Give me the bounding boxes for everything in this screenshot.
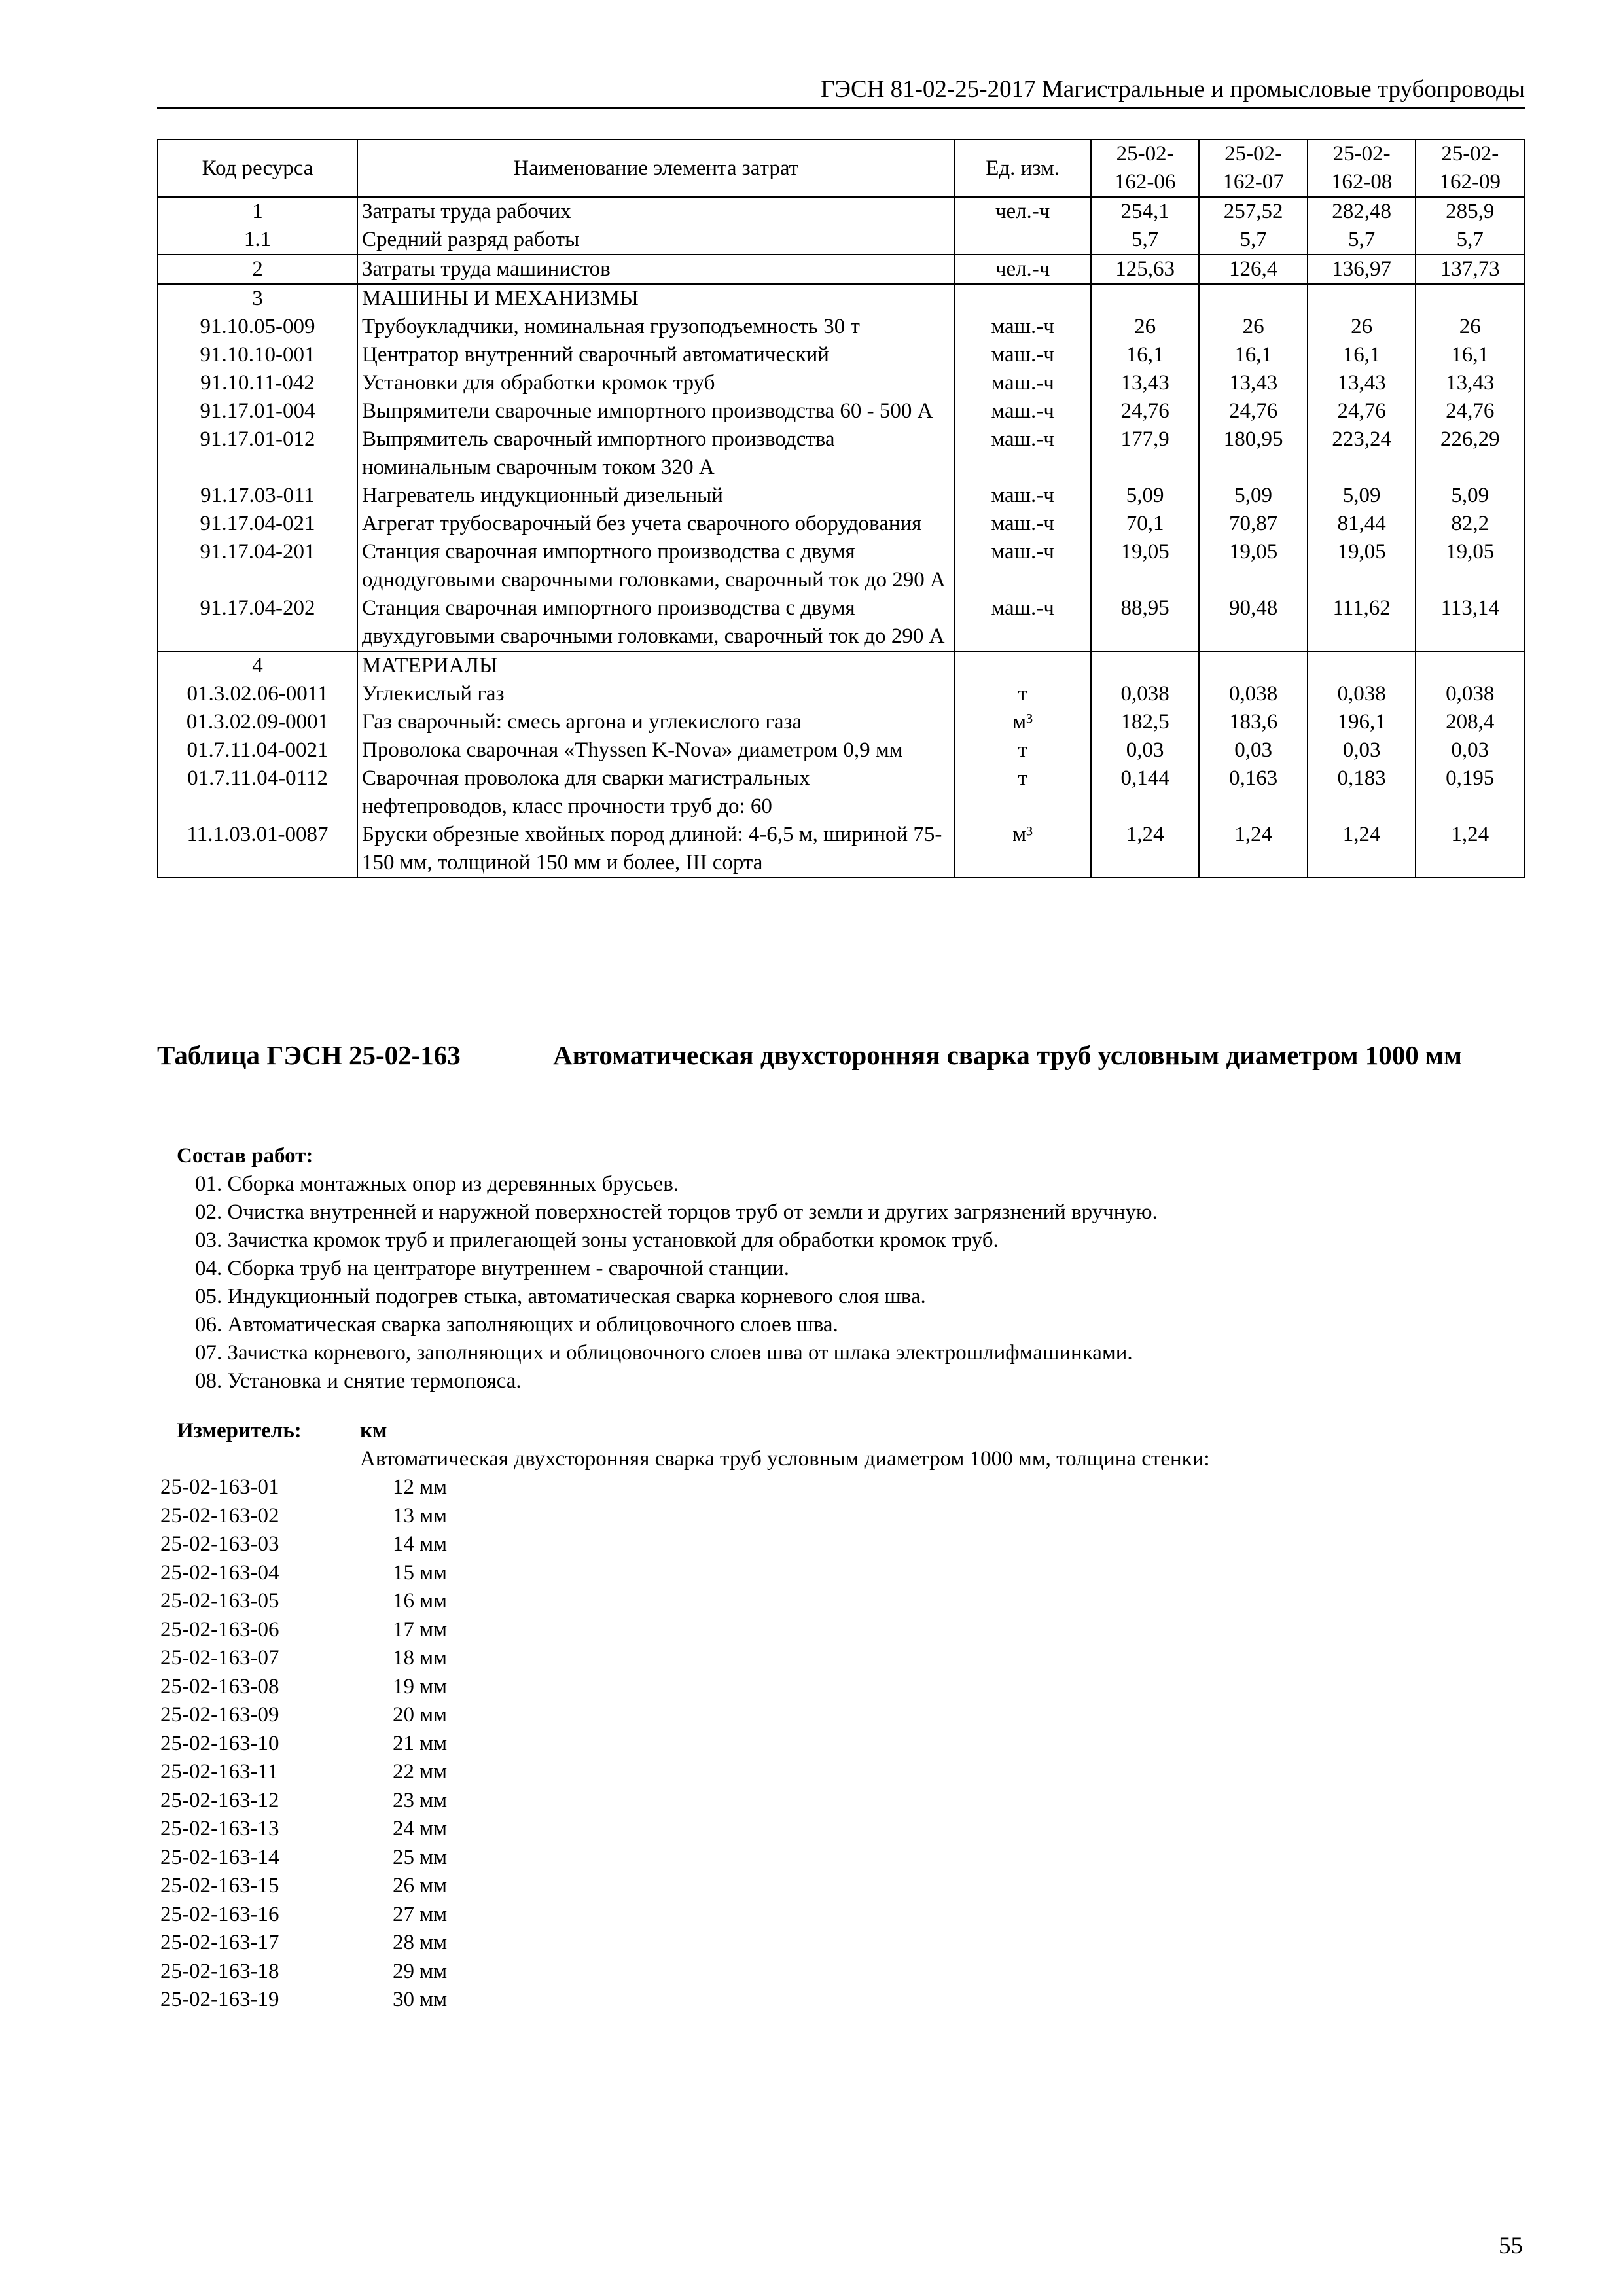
cell-value: 19,05	[1308, 538, 1416, 594]
cell-value: 0,03	[1308, 736, 1416, 764]
table-row	[158, 255, 1524, 284]
cell-value: 0,183	[1308, 764, 1416, 821]
header-col-1: 25-02- 162-06	[1091, 139, 1200, 197]
code-item-code: 25-02-163-08	[160, 1674, 279, 1698]
works-item: 07. Зачистка корневого, заполняющих и облицовочного слоев шва от шлака электрошлифмашинками.	[195, 1341, 1133, 1365]
cell-unit	[954, 651, 1090, 680]
cell-value	[1416, 284, 1524, 313]
cell-value: 24,76	[1308, 397, 1416, 425]
cell-value: 5,7	[1416, 226, 1524, 255]
table-number: Таблица ГЭСН 25-02-163	[157, 1040, 461, 1070]
cell-value: 26	[1416, 313, 1524, 341]
cell-value: 16,1	[1308, 341, 1416, 369]
cell-name: Трубоукладчики, номинальная грузоподъемность 30 т	[357, 313, 954, 341]
code-item-code: 25-02-163-05	[160, 1589, 279, 1613]
table-header-row	[158, 139, 1524, 197]
cell-name: МАТЕРИАЛЫ	[357, 651, 954, 680]
code-item-thickness: 17 мм	[393, 1617, 448, 1641]
table-row	[158, 425, 1524, 482]
cell-value: 111,62	[1308, 594, 1416, 651]
cell-value: 24,76	[1199, 397, 1308, 425]
cell-value: 223,24	[1308, 425, 1416, 482]
cell-value: 0,038	[1308, 680, 1416, 708]
cell-value: 0,038	[1091, 680, 1200, 708]
cell-unit: чел.-ч	[954, 197, 1090, 226]
cell-name: Средний разряд работы	[357, 226, 954, 255]
cell-value: 26	[1308, 313, 1416, 341]
code-item-thickness: 30 мм	[393, 1988, 448, 2011]
cell-code: 91.10.05-009	[158, 313, 357, 341]
measure-unit: км	[360, 1419, 387, 1443]
table-row	[158, 284, 1524, 313]
code-item-code: 25-02-163-09	[160, 1703, 279, 1727]
cell-value: 136,97	[1308, 255, 1416, 284]
table-row	[158, 197, 1524, 226]
works-item: 03. Зачистка кромок труб и прилегающей зоны установкой для обработки кромок труб.	[195, 1229, 999, 1252]
cell-name: Установки для обработки кромок труб	[357, 369, 954, 397]
header-unit: Ед. изм.	[954, 139, 1090, 197]
cell-value: 126,4	[1199, 255, 1308, 284]
cell-value: 226,29	[1416, 425, 1524, 482]
cell-code: 1.1	[158, 226, 357, 255]
cell-value: 182,5	[1091, 708, 1200, 736]
cell-value: 196,1	[1308, 708, 1416, 736]
works-list	[177, 1170, 1158, 1395]
code-item-code: 25-02-163-06	[160, 1617, 279, 1641]
table-row	[158, 764, 1524, 821]
code-item-thickness: 14 мм	[393, 1532, 448, 1556]
table-caption: Автоматическая двухсторонняя сварка труб условным диаметром 1000 мм	[553, 1040, 1462, 1070]
cell-name: Выпрямители сварочные импортного производства 60 - 500 А	[357, 397, 954, 425]
cell-value: 5,09	[1091, 482, 1200, 510]
cell-name: Выпрямитель сварочный импортного производства номинальным сварочным током 320 А	[357, 425, 954, 482]
table-row	[158, 510, 1524, 538]
page-number: 55	[1499, 2233, 1523, 2259]
cell-unit: маш.-ч	[954, 538, 1090, 594]
cell-value: 1,24	[1416, 821, 1524, 878]
code-item-code: 25-02-163-14	[160, 1845, 279, 1869]
cell-code: 01.3.02.06-0011	[158, 680, 357, 708]
cell-value: 24,76	[1091, 397, 1200, 425]
code-item-thickness: 28 мм	[393, 1931, 448, 1954]
code-item-code: 25-02-163-18	[160, 1959, 279, 1983]
cell-value: 16,1	[1091, 341, 1200, 369]
cell-value: 16,1	[1199, 341, 1308, 369]
code-item-thickness: 29 мм	[393, 1959, 448, 1983]
cell-value	[1199, 651, 1308, 680]
measure-label: Измеритель:	[177, 1419, 302, 1443]
cell-name: Станция сварочная импортного производства с двумя двухдуговыми сварочными головками, сварочный ток до 290 А	[357, 594, 954, 651]
table-row	[158, 821, 1524, 878]
cell-unit: т	[954, 680, 1090, 708]
cell-value: 13,43	[1199, 369, 1308, 397]
cell-unit: маш.-ч	[954, 397, 1090, 425]
code-item-thickness: 22 мм	[393, 1760, 448, 1784]
cell-value: 257,52	[1199, 197, 1308, 226]
code-item-thickness: 12 мм	[393, 1475, 448, 1499]
cell-unit: маш.-ч	[954, 594, 1090, 651]
cell-code: 11.1.03.01-0087	[158, 821, 357, 878]
table-row	[158, 538, 1524, 594]
cell-value: 5,7	[1199, 226, 1308, 255]
cell-value	[1308, 651, 1416, 680]
works-item: 06. Автоматическая сварка заполняющих и облицовочного слоев шва.	[195, 1313, 838, 1336]
code-item-code: 25-02-163-11	[160, 1760, 279, 1784]
code-item-code: 25-02-163-02	[160, 1503, 279, 1528]
works-item: 02. Очистка внутренней и наружной поверхностей торцов труб от земли и других загрязнений вручную.	[195, 1200, 1158, 1224]
cell-code: 01.7.11.04-0112	[158, 764, 357, 821]
code-item-code: 25-02-163-13	[160, 1817, 279, 1840]
cell-value: 177,9	[1091, 425, 1200, 482]
cell-code: 91.17.03-011	[158, 482, 357, 510]
cell-name: Бруски обрезные хвойных пород длиной: 4-6,5 м, шириной 75-150 мм, толщиной 150 мм и более, III сорта	[357, 821, 954, 878]
cell-value: 19,05	[1199, 538, 1308, 594]
cell-name: Затраты труда рабочих	[357, 197, 954, 226]
cell-value: 1,24	[1091, 821, 1200, 878]
cell-value: 5,09	[1308, 482, 1416, 510]
code-item-thickness: 24 мм	[393, 1817, 448, 1840]
cell-name: Газ сварочный: смесь аргона и углекислого газа	[357, 708, 954, 736]
cell-value: 0,163	[1199, 764, 1308, 821]
cell-unit: маш.-ч	[954, 313, 1090, 341]
page-header-title: ГЭСН 81-02-25-2017 Магистральные и промысловые трубопроводы	[821, 76, 1525, 103]
cell-code: 2	[158, 255, 357, 284]
works-item: 04. Сборка труб на центраторе внутреннем - сварочной станции.	[195, 1257, 789, 1280]
measure-description: Автоматическая двухсторонняя сварка труб условным диаметром 1000 мм, толщина стенки:	[360, 1447, 1210, 1471]
cell-code: 91.10.10-001	[158, 341, 357, 369]
cell-value: 5,7	[1091, 226, 1200, 255]
cell-value: 0,144	[1091, 764, 1200, 821]
cell-unit: маш.-ч	[954, 482, 1090, 510]
table-row	[158, 341, 1524, 369]
code-item-thickness: 20 мм	[393, 1703, 448, 1727]
code-item-thickness: 21 мм	[393, 1731, 448, 1755]
cell-value: 82,2	[1416, 510, 1524, 538]
cell-value: 254,1	[1091, 197, 1200, 226]
cell-value: 5,7	[1308, 226, 1416, 255]
code-item-code: 25-02-163-10	[160, 1731, 279, 1755]
cell-value: 13,43	[1091, 369, 1200, 397]
cell-value: 282,48	[1308, 197, 1416, 226]
cell-value: 0,038	[1416, 680, 1524, 708]
cell-name: Проволока сварочная «Thyssen K-Nova» диаметром 0,9 мм	[357, 736, 954, 764]
cell-value	[1091, 651, 1200, 680]
table-row	[158, 736, 1524, 764]
cell-name: Углекислый газ	[357, 680, 954, 708]
cell-value: 285,9	[1416, 197, 1524, 226]
cell-code: 91.17.04-021	[158, 510, 357, 538]
cell-value: 90,48	[1199, 594, 1308, 651]
cell-unit: м³	[954, 708, 1090, 736]
cell-value: 183,6	[1199, 708, 1308, 736]
resource-table	[157, 139, 1525, 878]
cell-value: 208,4	[1416, 708, 1524, 736]
cell-value: 0,03	[1416, 736, 1524, 764]
cell-name: Станция сварочная импортного производства с двумя однодуговыми сварочными головками, сварочный ток до 290 А	[357, 538, 954, 594]
code-item-thickness: 23 мм	[393, 1788, 448, 1812]
code-item-code: 25-02-163-17	[160, 1931, 279, 1954]
code-item-thickness: 25 мм	[393, 1845, 448, 1869]
code-item-thickness: 27 мм	[393, 1902, 448, 1926]
cell-value: 5,09	[1416, 482, 1524, 510]
code-item-code: 25-02-163-04	[160, 1560, 279, 1585]
cell-unit: маш.-ч	[954, 510, 1090, 538]
cell-unit: чел.-ч	[954, 255, 1090, 284]
cell-code: 91.17.01-012	[158, 425, 357, 482]
cell-value	[1091, 284, 1200, 313]
header-col-4: 25-02- 162-09	[1416, 139, 1524, 197]
cell-unit	[954, 284, 1090, 313]
header-name: Наименование элемента затрат	[357, 139, 954, 197]
cell-unit: м³	[954, 821, 1090, 878]
cell-code: 91.17.04-201	[158, 538, 357, 594]
header-col-2: 25-02- 162-07	[1199, 139, 1308, 197]
cell-unit: маш.-ч	[954, 341, 1090, 369]
cell-unit: т	[954, 736, 1090, 764]
cell-name: МАШИНЫ И МЕХАНИЗМЫ	[357, 284, 954, 313]
page-header	[157, 73, 1525, 109]
code-item-thickness: 26 мм	[393, 1874, 448, 1897]
header-code: Код ресурса	[158, 139, 357, 197]
code-item-code: 25-02-163-15	[160, 1874, 279, 1897]
cell-code: 91.17.04-202	[158, 594, 357, 651]
table-body	[158, 197, 1524, 878]
works-section	[177, 1142, 1158, 1395]
code-item-code: 25-02-163-07	[160, 1646, 279, 1670]
code-item-thickness: 18 мм	[393, 1646, 448, 1670]
cell-value: 0,03	[1199, 736, 1308, 764]
cell-value: 137,73	[1416, 255, 1524, 284]
cell-name: Затраты труда машинистов	[357, 255, 954, 284]
cell-value	[1308, 284, 1416, 313]
table-row	[158, 226, 1524, 255]
cell-value: 81,44	[1308, 510, 1416, 538]
cell-value: 180,95	[1199, 425, 1308, 482]
cell-code: 91.10.11-042	[158, 369, 357, 397]
table-row	[158, 369, 1524, 397]
code-item-code: 25-02-163-01	[160, 1475, 279, 1499]
header-col-3: 25-02- 162-08	[1308, 139, 1416, 197]
code-item-thickness: 15 мм	[393, 1560, 448, 1585]
cell-value: 13,43	[1416, 369, 1524, 397]
code-item-thickness: 16 мм	[393, 1589, 448, 1613]
table-row	[158, 313, 1524, 341]
table-row	[158, 680, 1524, 708]
cell-value: 113,14	[1416, 594, 1524, 651]
code-item-code: 25-02-163-16	[160, 1902, 279, 1926]
works-item: 01. Сборка монтажных опор из деревянных брусьев.	[195, 1172, 679, 1196]
table-row	[158, 708, 1524, 736]
cell-value: 19,05	[1416, 538, 1524, 594]
cell-value: 19,05	[1091, 538, 1200, 594]
cell-value: 24,76	[1416, 397, 1524, 425]
cell-value: 0,03	[1091, 736, 1200, 764]
cell-value: 70,87	[1199, 510, 1308, 538]
cell-code: 3	[158, 284, 357, 313]
table-row	[158, 594, 1524, 651]
cell-code: 4	[158, 651, 357, 680]
cell-name: Центратор внутренний сварочный автоматический	[357, 341, 954, 369]
cell-name: Нагреватель индукционный дизельный	[357, 482, 954, 510]
code-item-thickness: 19 мм	[393, 1674, 448, 1698]
cell-value: 1,24	[1308, 821, 1416, 878]
works-item: 08. Установка и снятие термопояса.	[195, 1369, 522, 1393]
table-row	[158, 397, 1524, 425]
cell-code: 1	[158, 197, 357, 226]
cell-value: 5,09	[1199, 482, 1308, 510]
cell-value: 88,95	[1091, 594, 1200, 651]
cell-code: 01.7.11.04-0021	[158, 736, 357, 764]
works-item: 05. Индукционный подогрев стыка, автоматическая сварка корневого слоя шва.	[195, 1285, 926, 1308]
code-item-code: 25-02-163-19	[160, 1988, 279, 2011]
code-item-thickness: 13 мм	[393, 1503, 448, 1528]
cell-value: 26	[1199, 313, 1308, 341]
cell-value: 1,24	[1199, 821, 1308, 878]
cell-name: Агрегат трубосварочный без учета сварочного оборудования	[357, 510, 954, 538]
cell-value: 0,038	[1199, 680, 1308, 708]
cell-unit: т	[954, 764, 1090, 821]
cell-code: 91.17.01-004	[158, 397, 357, 425]
cell-value	[1416, 651, 1524, 680]
cell-unit: маш.-ч	[954, 369, 1090, 397]
code-item-code: 25-02-163-12	[160, 1788, 279, 1812]
works-heading: Состав работ:	[177, 1144, 313, 1168]
table-row	[158, 482, 1524, 510]
code-item-code: 25-02-163-03	[160, 1532, 279, 1556]
cell-unit: маш.-ч	[954, 425, 1090, 482]
cell-value: 13,43	[1308, 369, 1416, 397]
table-row	[158, 651, 1524, 680]
cell-code: 01.3.02.09-0001	[158, 708, 357, 736]
cell-value: 125,63	[1091, 255, 1200, 284]
cell-name: Сварочная проволока для сварки магистральных нефтепроводов, класс прочности труб до: 60	[357, 764, 954, 821]
cell-value: 0,195	[1416, 764, 1524, 821]
cell-value: 26	[1091, 313, 1200, 341]
cell-value: 70,1	[1091, 510, 1200, 538]
cell-value: 16,1	[1416, 341, 1524, 369]
cell-value	[1199, 284, 1308, 313]
cell-unit	[954, 226, 1090, 255]
